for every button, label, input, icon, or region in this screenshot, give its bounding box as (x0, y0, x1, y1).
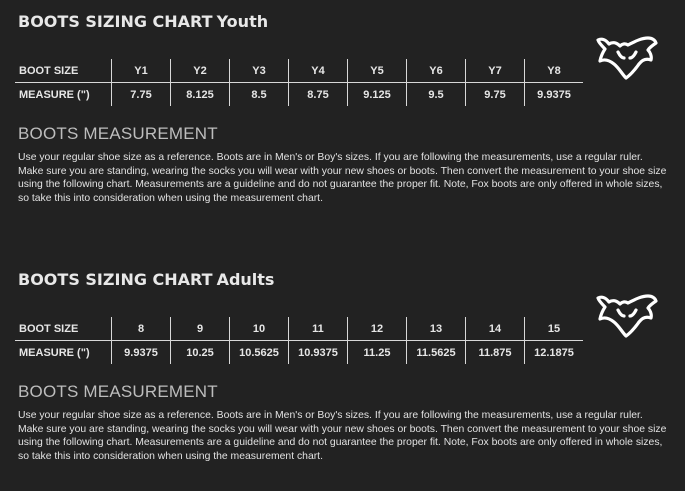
adults-measure-cell: 10.9375 (289, 341, 348, 365)
adults-chart-title (18, 270, 274, 289)
adults-measure-cell: 10.25 (171, 341, 230, 365)
adults-size-cell: 9 (171, 317, 230, 341)
youth-size-table (15, 59, 583, 106)
youth-measurement-heading: BOOTS MEASUREMENT (18, 124, 218, 143)
adults-measure-cell: 11.875 (466, 341, 525, 365)
adults-size-cell: 14 (466, 317, 525, 341)
adults-size-cell: 12 (348, 317, 407, 341)
adults-measure-cell: 12.1875 (525, 341, 584, 365)
youth-size-row (15, 59, 583, 83)
adults-measure-cell: 11.5625 (407, 341, 466, 365)
youth-chart-title (18, 12, 268, 31)
youth-measure-cell: 8.75 (289, 83, 348, 107)
youth-measure-row (15, 83, 583, 107)
adults-size-cell: 15 (525, 317, 584, 341)
youth-size-cell: Y2 (171, 59, 230, 83)
youth-measure-label: MEASURE (") (19, 88, 90, 101)
youth-size-label: BOOT SIZE (15, 59, 112, 83)
youth-measurement-text: Use your regular shoe size as a reference. Boots are in Men's or Boy's sizes. If you are following the measurements, use a regular ruler. Make sure you are standing, wearing the socks you will wear with your new shoes or boots. Then convert the measurement to your shoe size using the following chart. Measurements are a guideline and do not guarantee the proper fit. Note, Fox boots are only offered in whole sizes, so take this into consideration when using the measurement chart. (18, 152, 667, 204)
fox-head-logo-icon (592, 30, 660, 84)
adults-subtitle: Adults (216, 270, 275, 289)
adults-size-table (15, 317, 583, 364)
adults-measurement-heading: BOOTS MEASUREMENT (18, 382, 218, 401)
adults-size-cell: 13 (407, 317, 466, 341)
adults-measure-cell: 9.9375 (112, 341, 171, 365)
youth-measure-cell: 8.5 (230, 83, 289, 107)
youth-size-cell: Y5 (348, 59, 407, 83)
youth-size-cell: Y7 (466, 59, 525, 83)
youth-title-text: BOOTS SIZING CHART (18, 12, 213, 31)
youth-size-cell: Y3 (230, 59, 289, 83)
adults-measurement-text: Use your regular shoe size as a reference. Boots are in Men's or Boy's sizes. If you are following the measurements, use a regular ruler. Make sure you are standing, wearing the socks you will wear with your new shoes or boots. Then convert the measurement to your shoe size using the following chart. Measurements are a guideline and do not guarantee the proper fit. Note, Fox boots are only offered in whole sizes, so take this into consideration when using the measurement chart. (18, 410, 667, 462)
youth-measure-cell: 8.125 (171, 83, 230, 107)
youth-measure-cell: 9.75 (466, 83, 525, 107)
youth-size-cell: Y4 (289, 59, 348, 83)
youth-size-cell: Y6 (407, 59, 466, 83)
adults-measure-cell: 10.5625 (230, 341, 289, 365)
youth-measure-cell: 9.5 (407, 83, 466, 107)
adults-size-cell: 8 (112, 317, 171, 341)
adults-measure-cell: 11.25 (348, 341, 407, 365)
youth-size-cell: Y8 (525, 59, 584, 83)
youth-measure-cell: 9.9375 (525, 83, 584, 107)
youth-measure-cell: 9.125 (348, 83, 407, 107)
adults-size-row (15, 317, 583, 341)
youth-subtitle: Youth (216, 12, 269, 31)
adults-size-cell: 11 (289, 317, 348, 341)
adults-measure-row (15, 341, 583, 365)
adults-title-text: BOOTS SIZING CHART (18, 270, 213, 289)
adults-size-label: BOOT SIZE (15, 317, 112, 341)
youth-measure-cell: 7.75 (112, 83, 171, 107)
adults-measure-label: MEASURE (") (19, 346, 90, 359)
adults-size-cell: 10 (230, 317, 289, 341)
fox-head-logo-icon (592, 288, 660, 342)
youth-size-cell: Y1 (112, 59, 171, 83)
